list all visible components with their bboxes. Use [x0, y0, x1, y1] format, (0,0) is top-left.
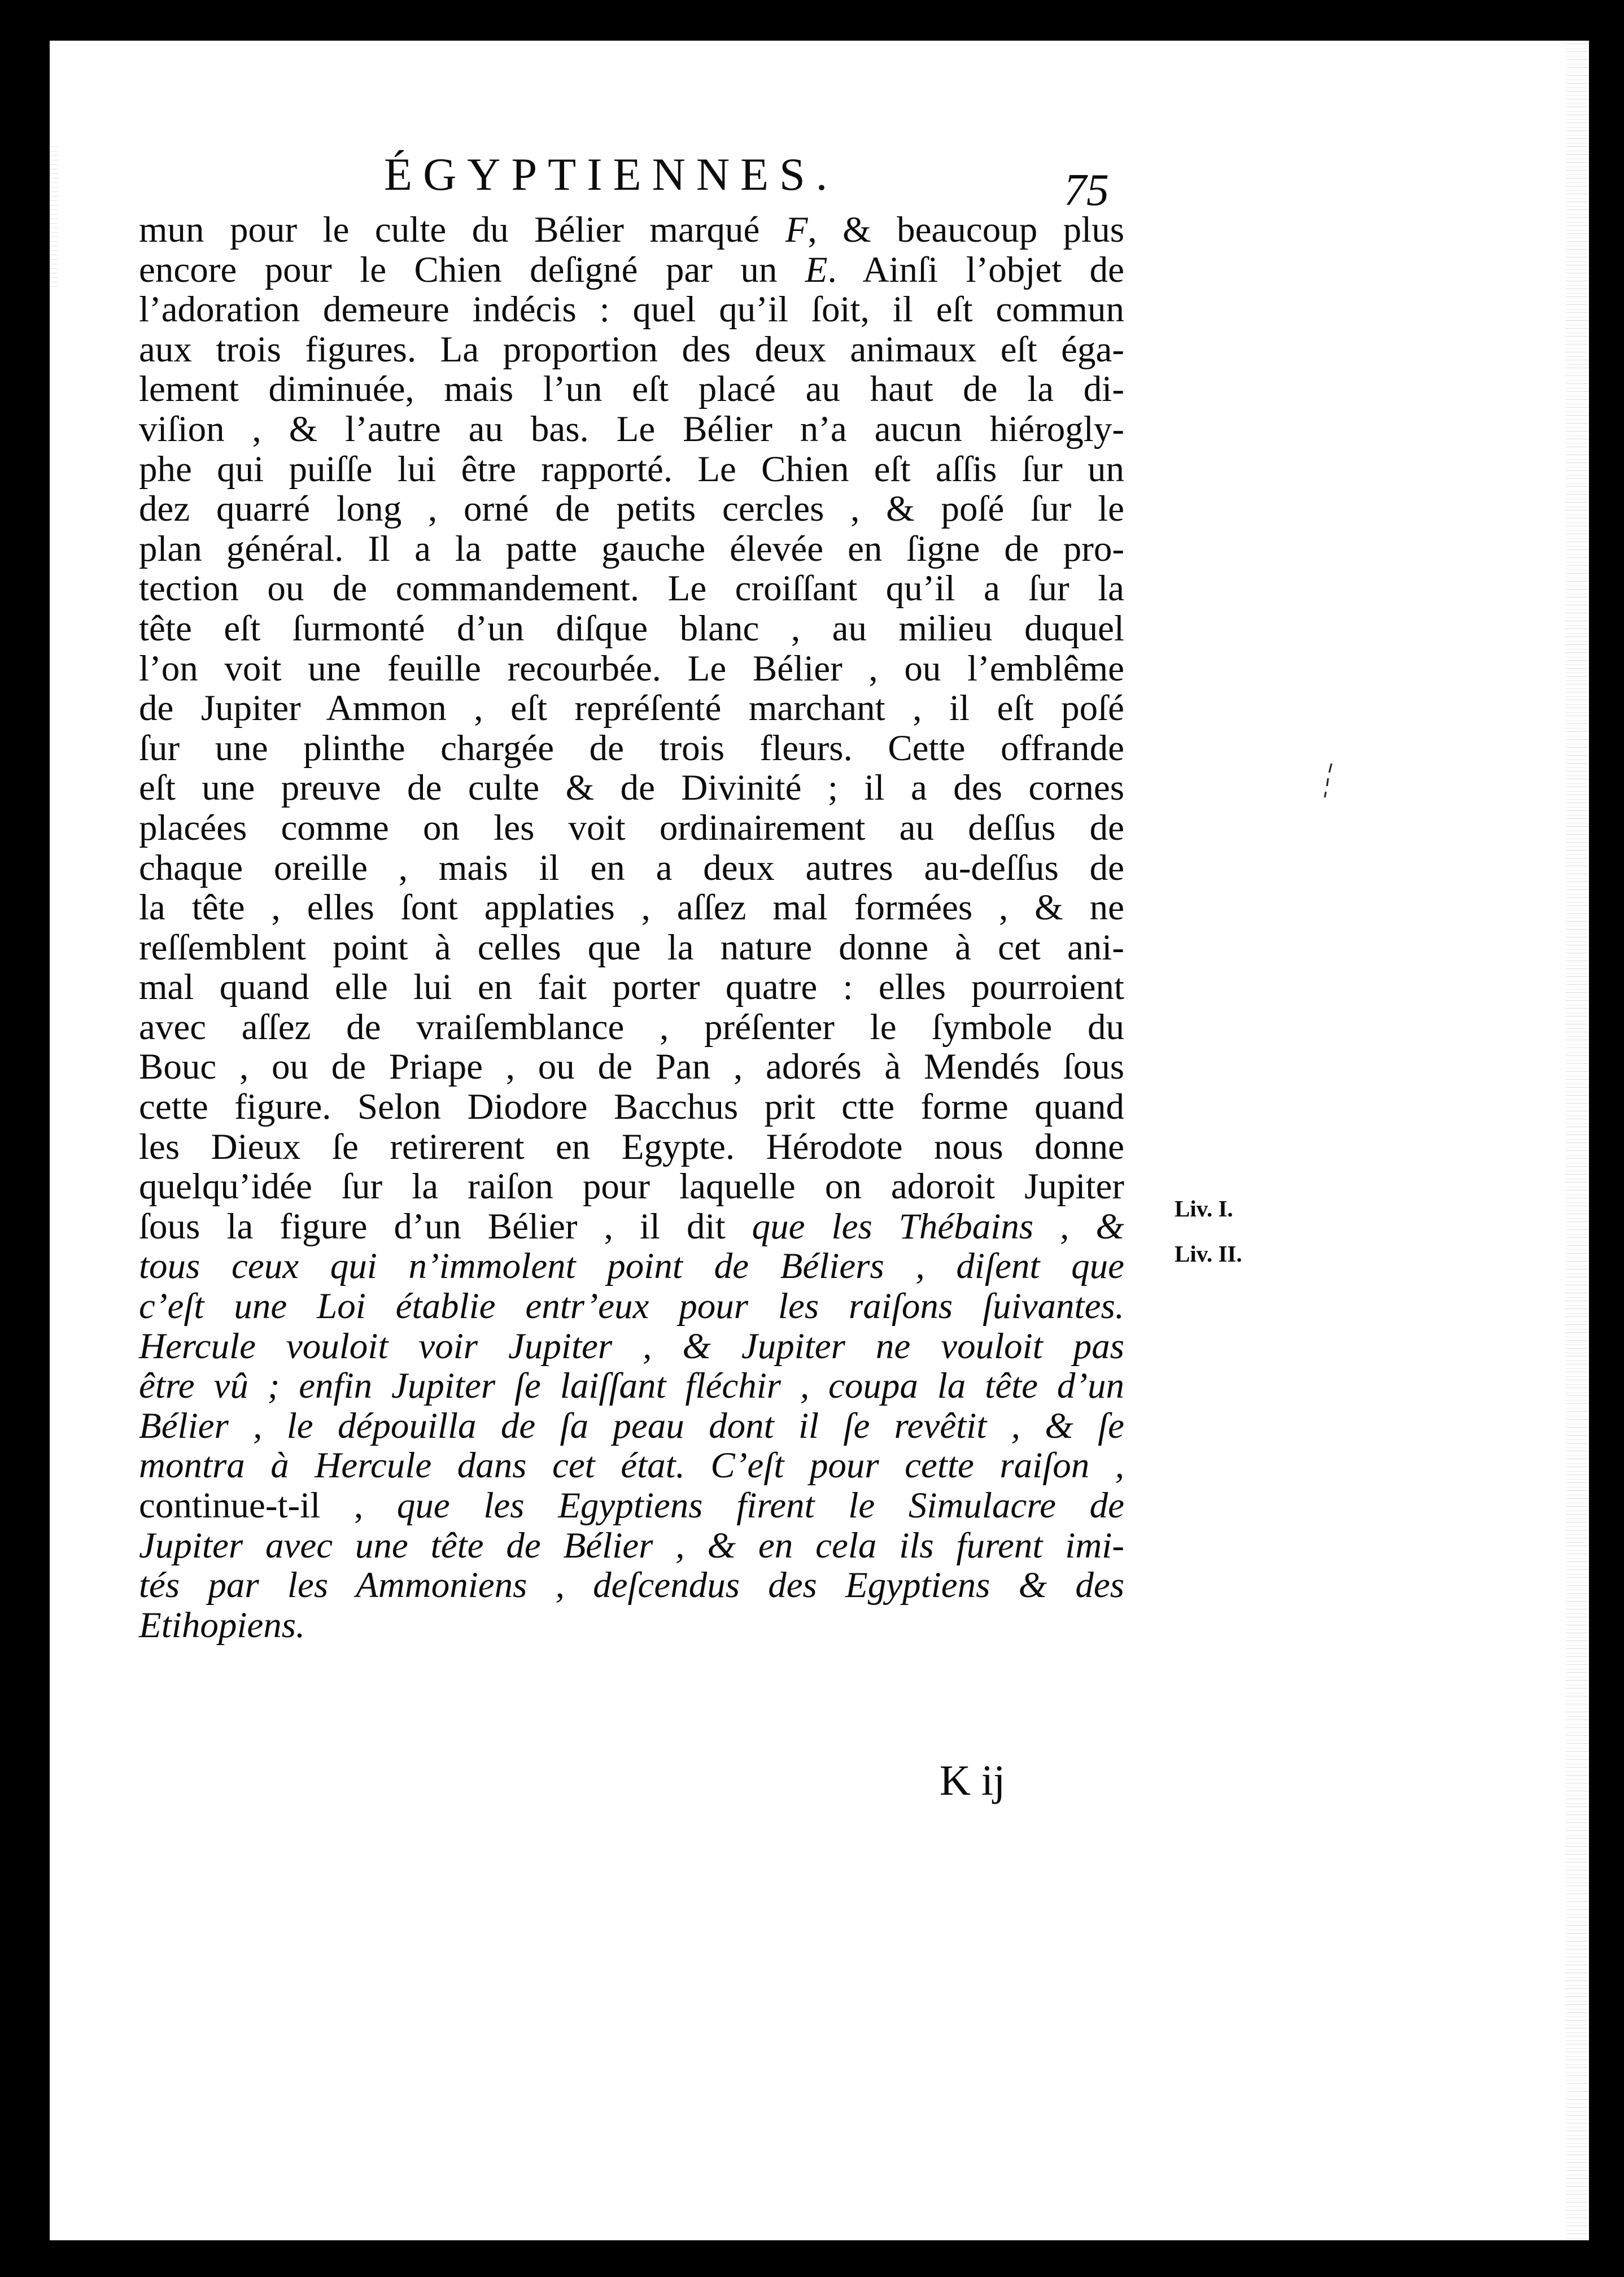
roman-text: l’on voit une feuille recourbée. Le Bélier , ou l’emblême: [139, 648, 1124, 689]
italic-text: montra à Hercule dans cet état. C’eſt pour cette raiſon ,: [139, 1445, 1124, 1486]
margin-note: Liv. II.: [1175, 1241, 1242, 1267]
text-line: [139, 1327, 1124, 1367]
text-line: [139, 290, 1124, 330]
roman-text: plan général. Il a la patte gauche élevée en ſigne de pro-: [139, 528, 1124, 569]
italic-text: être vû ; enfin Jupiter ſe laiſſant fléchir , coupa la tête d’un: [139, 1366, 1124, 1407]
body-text: [139, 210, 1124, 1645]
text-line: [139, 1087, 1124, 1127]
text-line: [139, 1486, 1124, 1526]
italic-text: tous ceux qui n’immolent point de Béliers , diſent que: [139, 1246, 1124, 1287]
text-line: [139, 1366, 1124, 1406]
roman-text: quelqu’idée ſur la raiſon pour laquelle on adoroit Jupiter: [139, 1166, 1124, 1207]
roman-text: mal quand elle lui en fait porter quatre : elles pourroient: [139, 967, 1124, 1008]
text-line: [139, 489, 1124, 529]
italic-text: Etihopiens.: [139, 1604, 305, 1646]
text-line: [139, 1526, 1124, 1566]
roman-text: phe qui puiſſe lui être rapporté. Le Chien eſt aſſis ſur un: [139, 448, 1124, 490]
text-line: [139, 1565, 1124, 1606]
text-line: [139, 409, 1124, 450]
page-edge-texture: [1566, 41, 1589, 2240]
roman-text: tête eſt ſurmonté d’un diſque blanc , au milieu duquel: [139, 608, 1124, 649]
roman-text: ſur une plinthe chargée de trois fleurs. Cette offrande: [139, 727, 1124, 769]
text-line: [139, 210, 1124, 250]
text-line: [139, 369, 1124, 409]
text-line: [139, 688, 1124, 729]
roman-text: . Ainſi l’objet de: [827, 249, 1124, 290]
italic-text: E: [805, 249, 828, 290]
text-line: [139, 1406, 1124, 1446]
italic-text: Bélier , le dépouilla de ſa peau dont il ſe revêtit , & ſe: [139, 1405, 1124, 1446]
roman-text: aux trois figures. La proportion des deux animaux eſt éga-: [139, 329, 1124, 370]
roman-text: de Jupiter Ammon , eſt repréſenté marchant , il eſt poſé: [139, 688, 1124, 729]
roman-text: viſion , & l’autre au bas. Le Bélier n’a aucun hiérogly-: [139, 408, 1124, 450]
text-line: [139, 330, 1124, 370]
roman-text: cette figure. Selon Diodore Bacchus prit ctte forme quand: [139, 1087, 1124, 1128]
text-line: [139, 768, 1124, 808]
italic-text: tés par les Ammoniens , deſcendus des Egyptiens & des: [139, 1565, 1124, 1606]
text-line: [139, 250, 1124, 290]
text-line: [139, 1007, 1124, 1048]
text-line: [139, 967, 1124, 1007]
page-number: 75: [1064, 165, 1109, 215]
roman-text: , & beaucoup plus: [807, 210, 1125, 250]
page-edge-texture-left: [50, 142, 58, 289]
text-line: [139, 808, 1124, 848]
text-line: [139, 1286, 1124, 1327]
running-head: ÉGYPTIENNES.: [384, 149, 839, 200]
text-line: [139, 888, 1124, 928]
text-line: [139, 1167, 1124, 1207]
text-line: [139, 1127, 1124, 1167]
italic-text: Jupiter avec une tête de Bélier , & en cela ils furent imi-: [139, 1525, 1124, 1566]
roman-text: dez quarré long , orné de petits cercles , & poſé ſur le: [139, 488, 1124, 530]
text-line: [139, 1246, 1124, 1286]
text-line: [139, 729, 1124, 769]
roman-text: tection ou de commandement. Le croiſſant qu’il a ſur la: [139, 568, 1124, 609]
text-line: [139, 1446, 1124, 1486]
text-line: [139, 1207, 1124, 1247]
roman-text: avec aſſez de vraiſemblance , préſenter le ſymbole du: [139, 1006, 1124, 1048]
roman-text: reſſemblent point à celles que la nature donne à cet ani-: [139, 927, 1124, 968]
stray-ink-mark: [1321, 761, 1338, 801]
italic-text: que les Thébains , &: [752, 1206, 1124, 1247]
roman-text: continue-t-il ,: [139, 1485, 397, 1526]
roman-text: les Dieux ſe retirerent en Egypte. Hérodote nous donne: [139, 1126, 1124, 1167]
italic-text: c’eſt une Loi établie entr’eux pour les raiſons ſuivantes.: [139, 1286, 1124, 1327]
italic-text: F: [785, 210, 808, 250]
text-line: [139, 609, 1124, 649]
italic-text: que les Egyptiens firent le Simulacre de: [396, 1485, 1124, 1526]
text-line: [139, 1606, 1124, 1646]
text-line: [139, 569, 1124, 609]
text-line: [139, 649, 1124, 689]
roman-text: l’adoration demeure indécis : quel qu’il ſoit, il eſt commun: [139, 289, 1124, 330]
margin-note: Liv. I.: [1175, 1196, 1233, 1222]
text-line: [139, 848, 1124, 888]
text-line: [139, 450, 1124, 490]
roman-text: la tête , elles ſont applaties , aſſez mal formées , & ne: [139, 887, 1124, 928]
roman-text: chaque oreille , mais il en a deux autres au-deſſus de: [139, 847, 1124, 888]
roman-text: encore pour le Chien deſigné par un: [139, 249, 805, 290]
roman-text: placées comme on les voit ordinairement au deſſus de: [139, 807, 1124, 848]
text-line: [139, 928, 1124, 968]
roman-text: lement diminuée, mais l’un eſt placé au haut de la di-: [139, 369, 1124, 410]
roman-text: mun pour le culte du Bélier marqué: [139, 210, 785, 250]
roman-text: Bouc , ou de Priape , ou de Pan , adorés à Mendés ſous: [139, 1046, 1124, 1088]
text-line: [139, 1047, 1124, 1087]
roman-text: ſous la figure d’un Bélier , il dit: [139, 1206, 752, 1247]
roman-text: eſt une preuve de culte & de Divinité ; il a des cornes: [139, 767, 1124, 809]
catchword: K ij: [940, 1757, 1006, 1804]
text-line: [139, 529, 1124, 569]
italic-text: Hercule vouloit voir Jupiter , & Jupiter ne vouloit pas: [139, 1325, 1124, 1367]
